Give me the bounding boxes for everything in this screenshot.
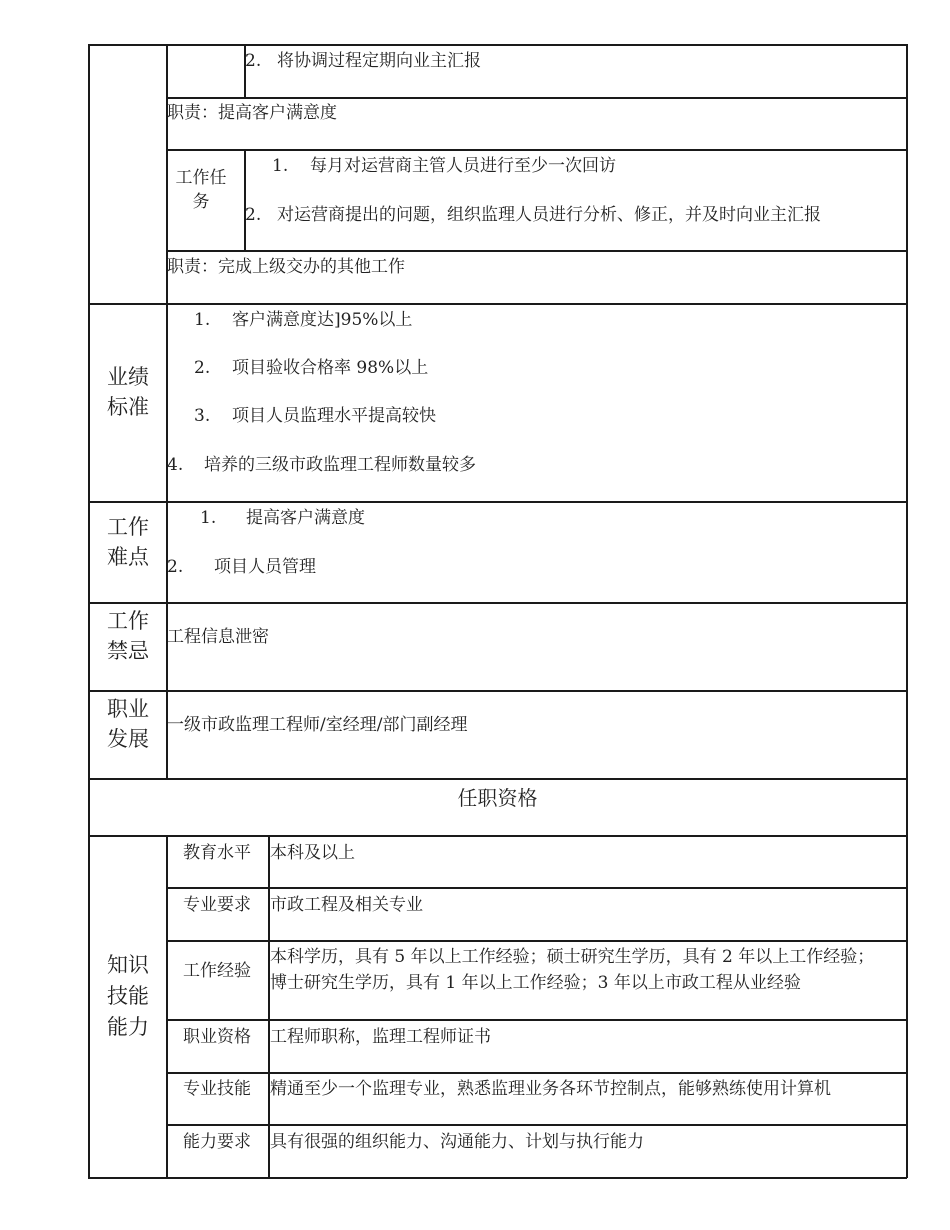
column-divider <box>166 44 168 779</box>
performance-item: 1. 客户满意度达]95%以上 <box>194 310 413 330</box>
difficulty-item: 1. 提高客户满意度 <box>200 508 365 528</box>
table-border-right <box>906 44 908 1178</box>
performance-item: 2. 项目验收合格率 98%以上 <box>194 358 429 378</box>
qualification-name: 专业技能 <box>183 1079 251 1099</box>
qualification-value: 工程师职称，监理工程师证书 <box>270 1027 491 1047</box>
qualification-name: 职业资格 <box>183 1027 251 1047</box>
difficulty-item: 2. 项目人员管理 <box>167 557 316 577</box>
qualification-name: 教育水平 <box>183 843 251 863</box>
row-divider <box>166 1072 907 1074</box>
row-divider <box>166 1124 907 1126</box>
column-divider <box>268 835 270 1178</box>
career-text: 一级市政监理工程师/室经理/部门副经理 <box>167 715 468 735</box>
column-divider <box>244 149 246 251</box>
row-divider <box>88 303 907 305</box>
column-divider <box>166 835 168 1178</box>
performance-item: 3. 项目人员监理水平提高较快 <box>194 406 436 426</box>
qualification-name: 能力要求 <box>183 1132 251 1152</box>
table-border-left <box>88 44 90 1178</box>
row-divider <box>88 690 907 692</box>
career-label: 职业发展 <box>107 697 149 751</box>
task-item: 2. 将协调过程定期向业主汇报 <box>245 51 481 71</box>
task-label: 工作任务 <box>175 168 227 212</box>
task-item: 1. 每月对运营商主管人员进行至少一次回访 <box>272 156 616 176</box>
qualification-name: 专业要求 <box>183 895 251 915</box>
qualification-value: 本科及以上 <box>270 843 355 863</box>
row-divider <box>166 1019 907 1021</box>
qualifications-title: 任职资格 <box>457 786 538 810</box>
qualification-value: 具有很强的组织能力、沟通能力、计划与执行能力 <box>270 1132 644 1152</box>
qualification-value: 本科学历，具有 5 年以上工作经验；硕士研究生学历，具有 2 年以上工作经验；博士研究生学历，具有 1 年以上工作经验；3 年以上市政工程从业经验 <box>270 947 875 993</box>
row-divider <box>88 501 907 503</box>
task-item: 2. 对运营商提出的问题，组织监理人员进行分析、修正，并及时向业主汇报 <box>245 205 821 225</box>
row-divider <box>88 602 907 604</box>
row-divider <box>166 250 907 252</box>
row-divider <box>166 940 907 942</box>
performance-label: 业绩标准 <box>107 365 149 419</box>
qualifications-label: 知识技能能力 <box>107 953 149 1039</box>
row-divider <box>88 778 907 780</box>
qualification-value: 市政工程及相关专业 <box>270 895 423 915</box>
row-divider <box>166 97 907 99</box>
row-divider <box>166 149 907 151</box>
performance-item: 4. 培养的三级市政监理工程师数量较多 <box>167 455 476 475</box>
duty-heading: 职责：完成上级交办的其他工作 <box>167 257 405 277</box>
qualification-name: 工作经验 <box>183 961 251 981</box>
table-border-bottom <box>88 1177 907 1179</box>
duty-heading: 职责：提高客户满意度 <box>167 103 337 123</box>
table-border-top <box>88 44 907 46</box>
taboos-text: 工程信息泄密 <box>167 627 269 647</box>
difficulties-label: 工作难点 <box>107 515 149 569</box>
row-divider <box>88 835 907 837</box>
qualification-value: 精通至少一个监理专业，熟悉监理业务各环节控制点，能够熟练使用计算机 <box>270 1079 831 1099</box>
row-divider <box>166 887 907 889</box>
taboos-label: 工作禁忌 <box>107 609 149 663</box>
